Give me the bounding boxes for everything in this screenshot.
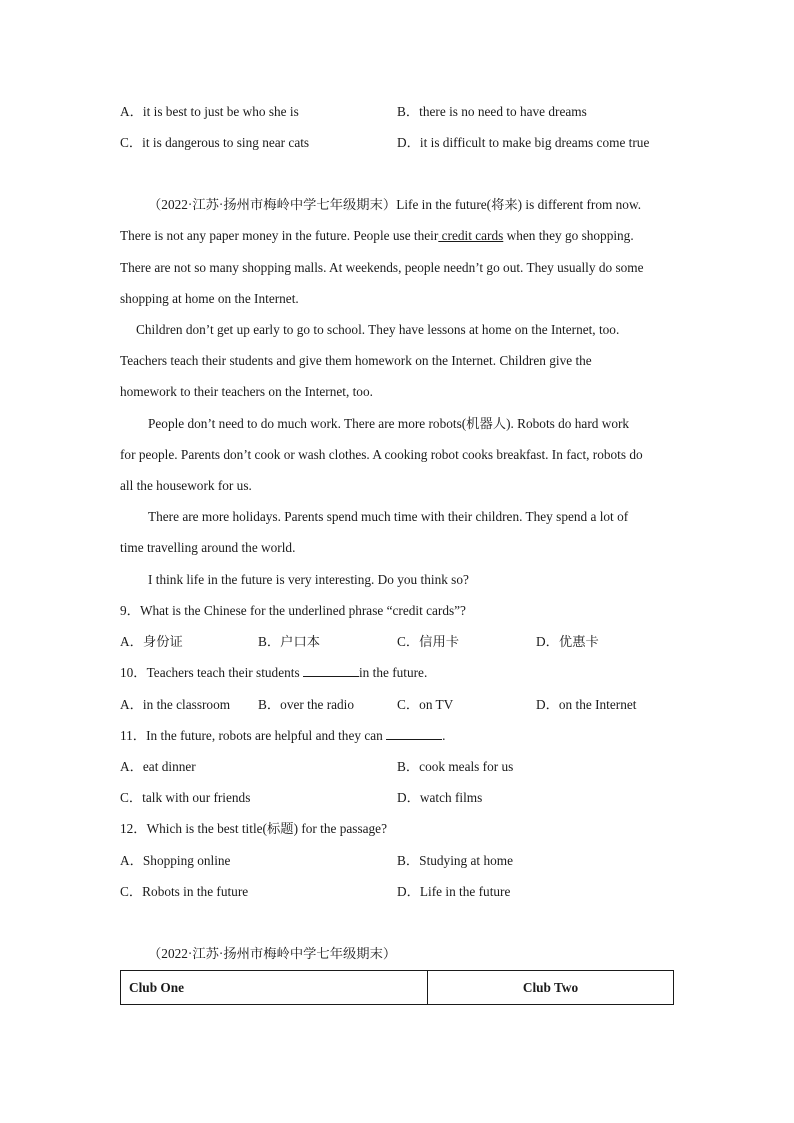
passage-line-11: There are more holidays. Parents spend much time with their children. They spend a lot of (148, 509, 629, 524)
prev-option-d: D．it is difficult to make big dreams come true (397, 135, 650, 150)
passage-line-5: Children don’t get up early to go to school. They have lessons at home on the Internet, too. (136, 322, 620, 337)
q10-option-a[interactable]: A．in the classroom (120, 697, 231, 712)
passage-line-6: Teachers teach their students and give them homework on the Internet. Children give the (120, 353, 592, 368)
question-11-stem: 11．In the future, robots are helpful and they can . (120, 728, 446, 743)
q12-option-a[interactable]: A．Shopping online (120, 853, 231, 868)
underlined-phrase: credit cards (438, 228, 504, 243)
prev-option-b: B．there is no need to have dreams (397, 104, 587, 119)
table-header-club-two: Club Two (428, 971, 674, 1005)
passage-line-13: I think life in the future is very interesting. Do you think so? (148, 572, 469, 587)
next-section-source: （2022·江苏·扬州市梅岭中学七年级期末） (148, 946, 397, 961)
answer-blank (386, 727, 442, 740)
passage-source: （2022·江苏·扬州市梅岭中学七年级期末） (148, 197, 397, 212)
answer-blank (303, 664, 359, 677)
q10-option-b[interactable]: B．over the radio (258, 697, 355, 712)
q12-option-b[interactable]: B．Studying at home (397, 853, 513, 868)
q11-option-b[interactable]: B．cook meals for us (397, 759, 514, 774)
q12-option-c[interactable]: C．Robots in the future (120, 884, 249, 899)
q11-option-d[interactable]: D．watch films (397, 790, 483, 805)
passage-line-9: for people. Parents don’t cook or wash clothes. A cooking robot cooks breakfast. In fact, robots do (120, 447, 643, 462)
table-header-club-one: Club One (121, 971, 428, 1005)
passage-line-1: （2022·江苏·扬州市梅岭中学七年级期末）Life in the future(将来) is different from now. (148, 197, 642, 212)
q9-option-d[interactable]: D．优惠卡 (536, 634, 599, 649)
question-9-stem: 9．What is the Chinese for the underlined phrase “credit cards”? (120, 603, 466, 618)
clubs-table (120, 970, 674, 1005)
passage-line-2: There is not any paper money in the future. People use their credit cards when they go shopping. (120, 228, 634, 243)
q9-option-b[interactable]: B．户口本 (258, 634, 321, 649)
passage-line-8: People don’t need to do much work. There are more robots(机器人). Robots do hard work (148, 416, 630, 431)
prev-option-a: A．it is best to just be who she is (120, 104, 299, 119)
q10-option-c[interactable]: C．on TV (397, 697, 454, 712)
passage-line-7: homework to their teachers on the Internet, too. (120, 384, 373, 399)
q10-option-d[interactable]: D．on the Internet (536, 697, 637, 712)
passage-line-12: time travelling around the world. (120, 540, 296, 555)
q11-option-a[interactable]: A．eat dinner (120, 759, 196, 774)
q9-option-c[interactable]: C．信用卡 (397, 634, 460, 649)
q11-option-c[interactable]: C．talk with our friends (120, 790, 251, 805)
question-10-stem: 10．Teachers teach their students in the future. (120, 665, 428, 680)
q9-option-a[interactable]: A．身份证 (120, 634, 183, 649)
prev-option-c: C．it is dangerous to sing near cats (120, 135, 310, 150)
passage-line-3: There are not so many shopping malls. At weekends, people needn’t go out. They usually do some (120, 260, 644, 275)
table-row (121, 971, 674, 1005)
question-12-stem: 12．Which is the best title(标题) for the passage? (120, 821, 387, 836)
q12-option-d[interactable]: D．Life in the future (397, 884, 511, 899)
passage-line-4: shopping at home on the Internet. (120, 291, 299, 306)
passage-line-10: all the housework for us. (120, 478, 252, 493)
